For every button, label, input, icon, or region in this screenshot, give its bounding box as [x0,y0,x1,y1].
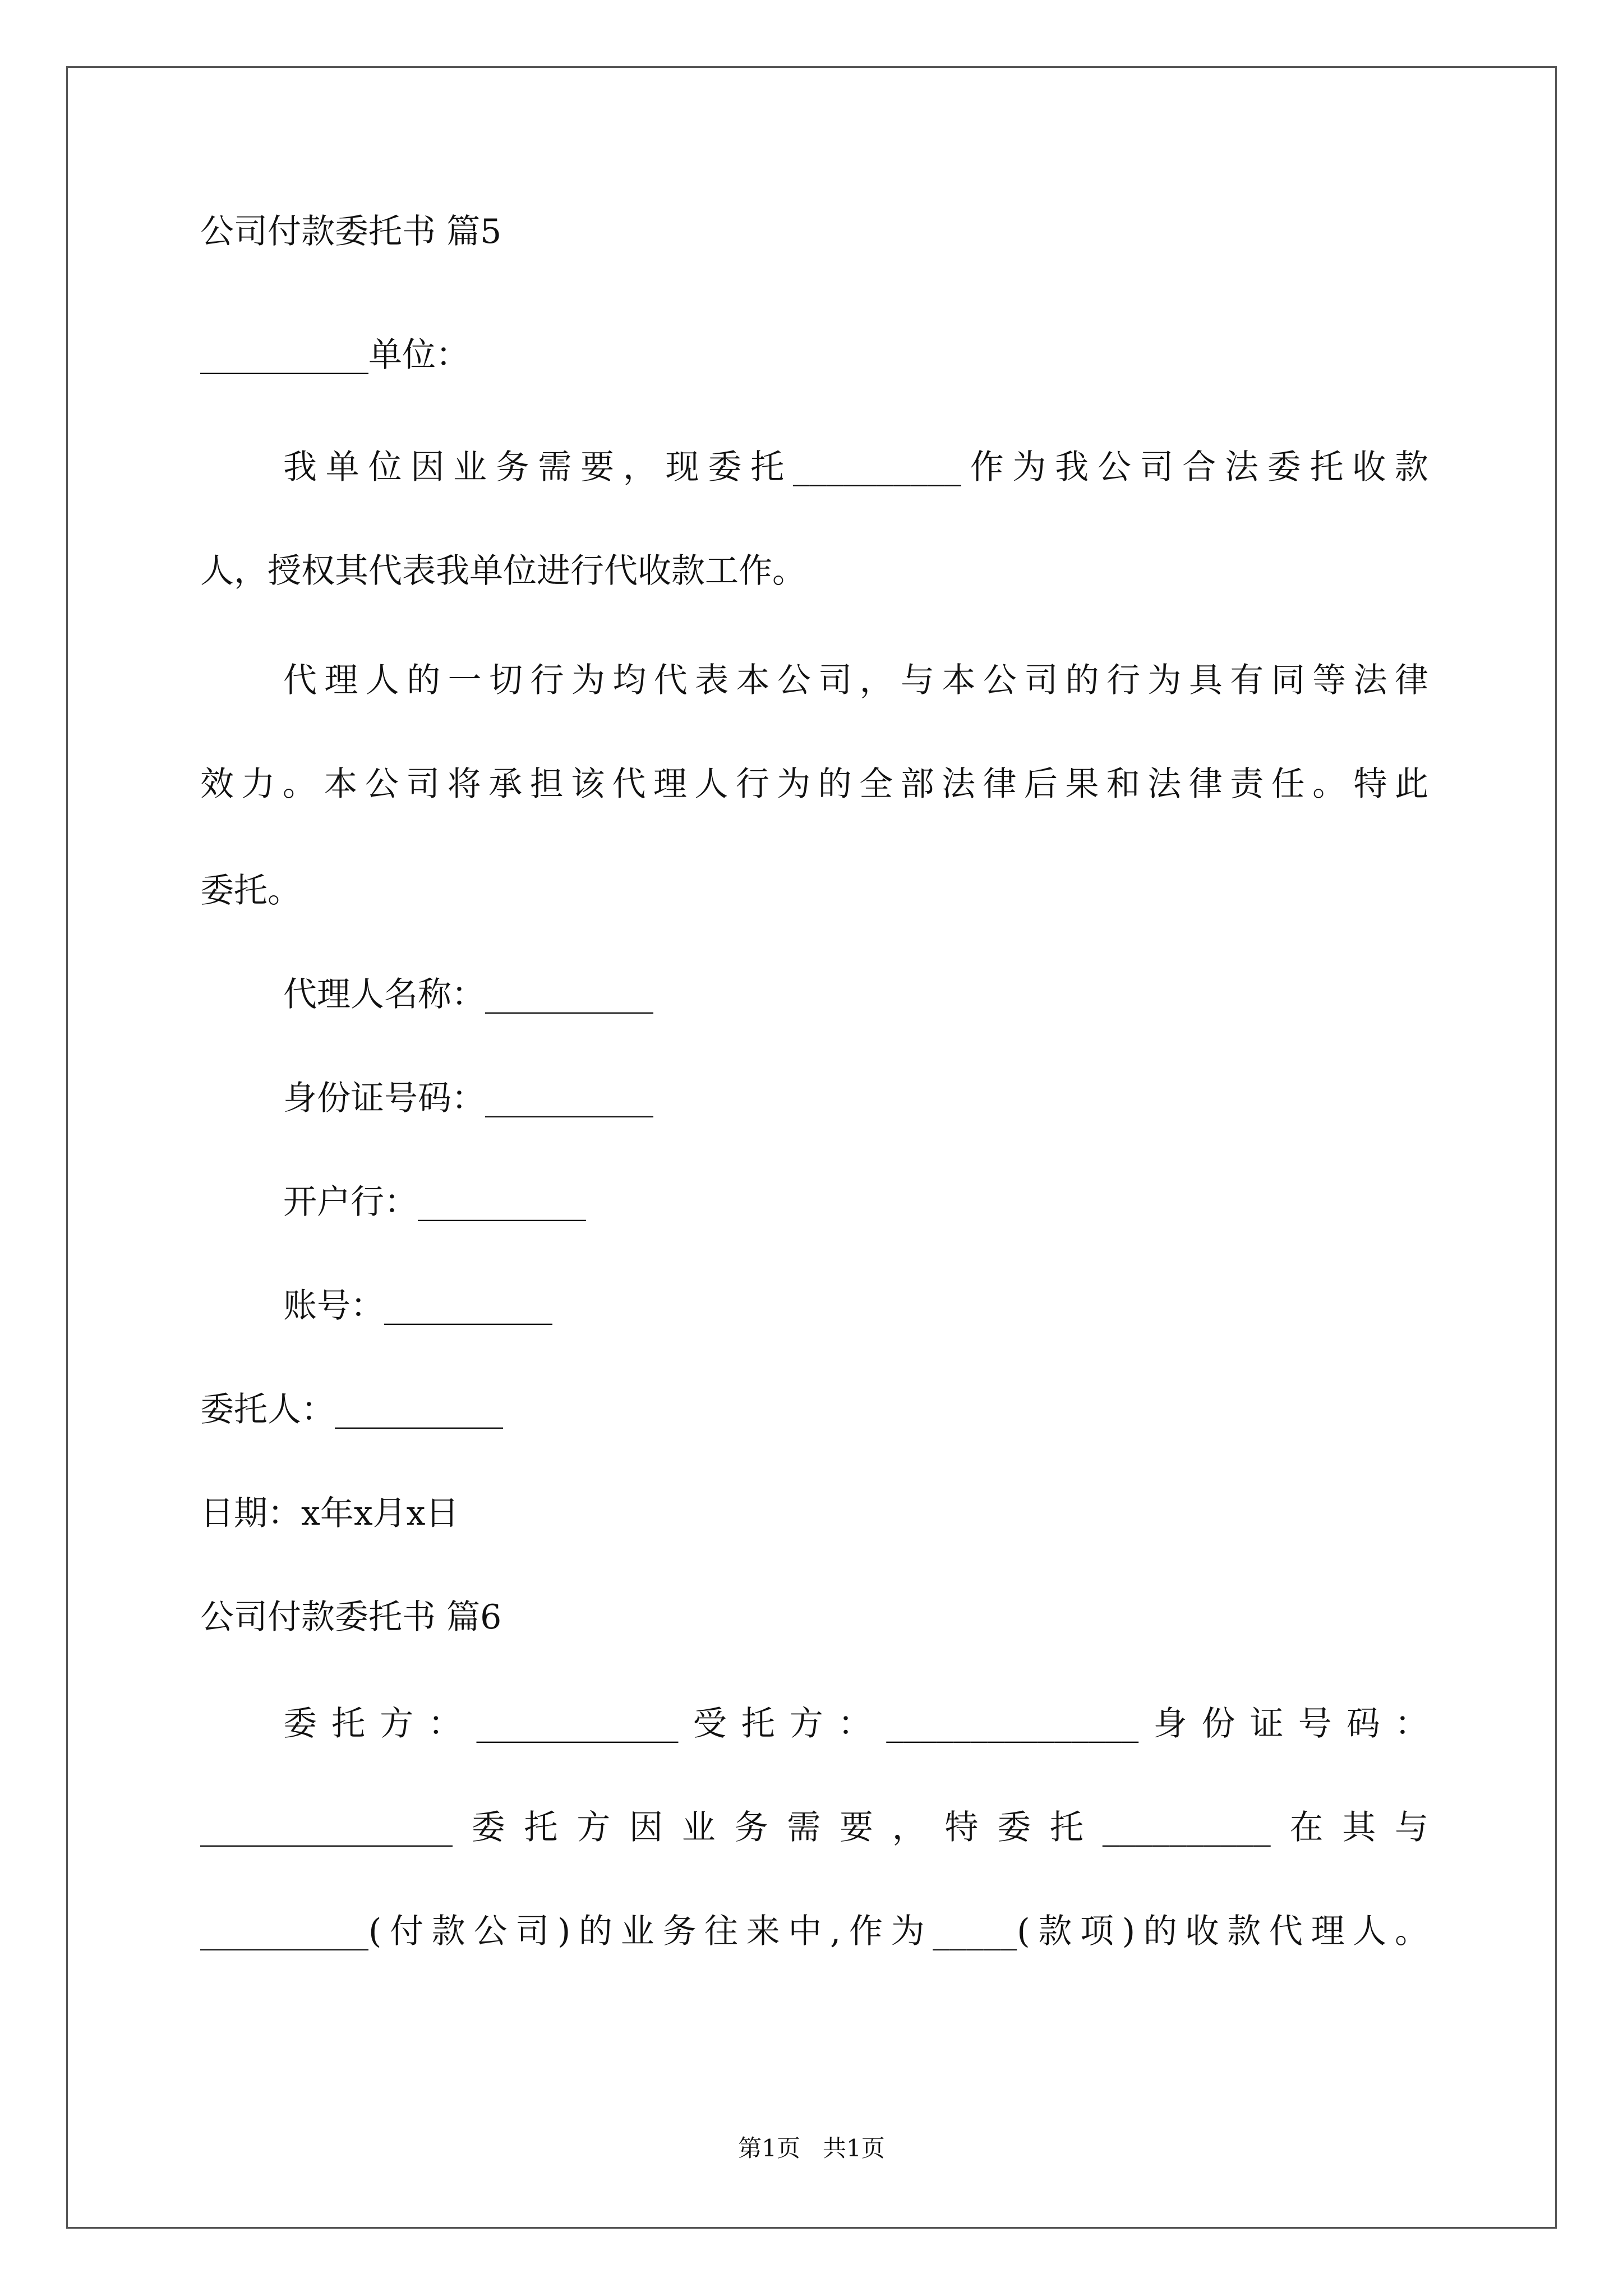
paragraph-2-line-3: 委托。 [200,871,301,910]
agent-name-field: 代理人名称：__________ [283,975,653,1014]
section-title-5: 公司付款委托书 篇5 [200,212,502,251]
addressee-line: __________单位： [200,335,469,375]
paragraph-3-line-3: __________(付款公司)的业务往来中,作为_____(款项)的收款代理人。 [200,1912,1428,1951]
page-footer: 第1页 共1页 [738,2134,885,2162]
paragraph-2-line-1: 代理人的一切行为均代表本公司，与本公司的行为具有同等法律 [283,661,1428,700]
paragraph-1-line-2: 人，授权其代表我单位进行代收款工作。 [200,551,806,591]
paragraph-3-line-2: _______________委托方因业务需要，特委托__________在其与 [200,1808,1428,1847]
date-field: 日期：x年x月x日 [200,1494,459,1533]
paragraph-1-line-1: 我单位因业务需要，现委托__________作为我公司合法委托收款 [283,448,1428,487]
account-field: 账号：__________ [283,1286,552,1326]
paragraph-3-line-1: 委托方：____________受托方：_______________身份证号码： [283,1704,1428,1743]
id-number-field: 身份证号码：__________ [283,1079,653,1118]
principal-field: 委托人：__________ [200,1390,503,1429]
paragraph-2-line-2: 效力。本公司将承担该代理人行为的全部法律后果和法律责任。特此 [200,765,1428,804]
page-border [66,66,1557,2229]
bank-field: 开户行：__________ [283,1182,586,1222]
section-title-6: 公司付款委托书 篇6 [200,1598,502,1637]
